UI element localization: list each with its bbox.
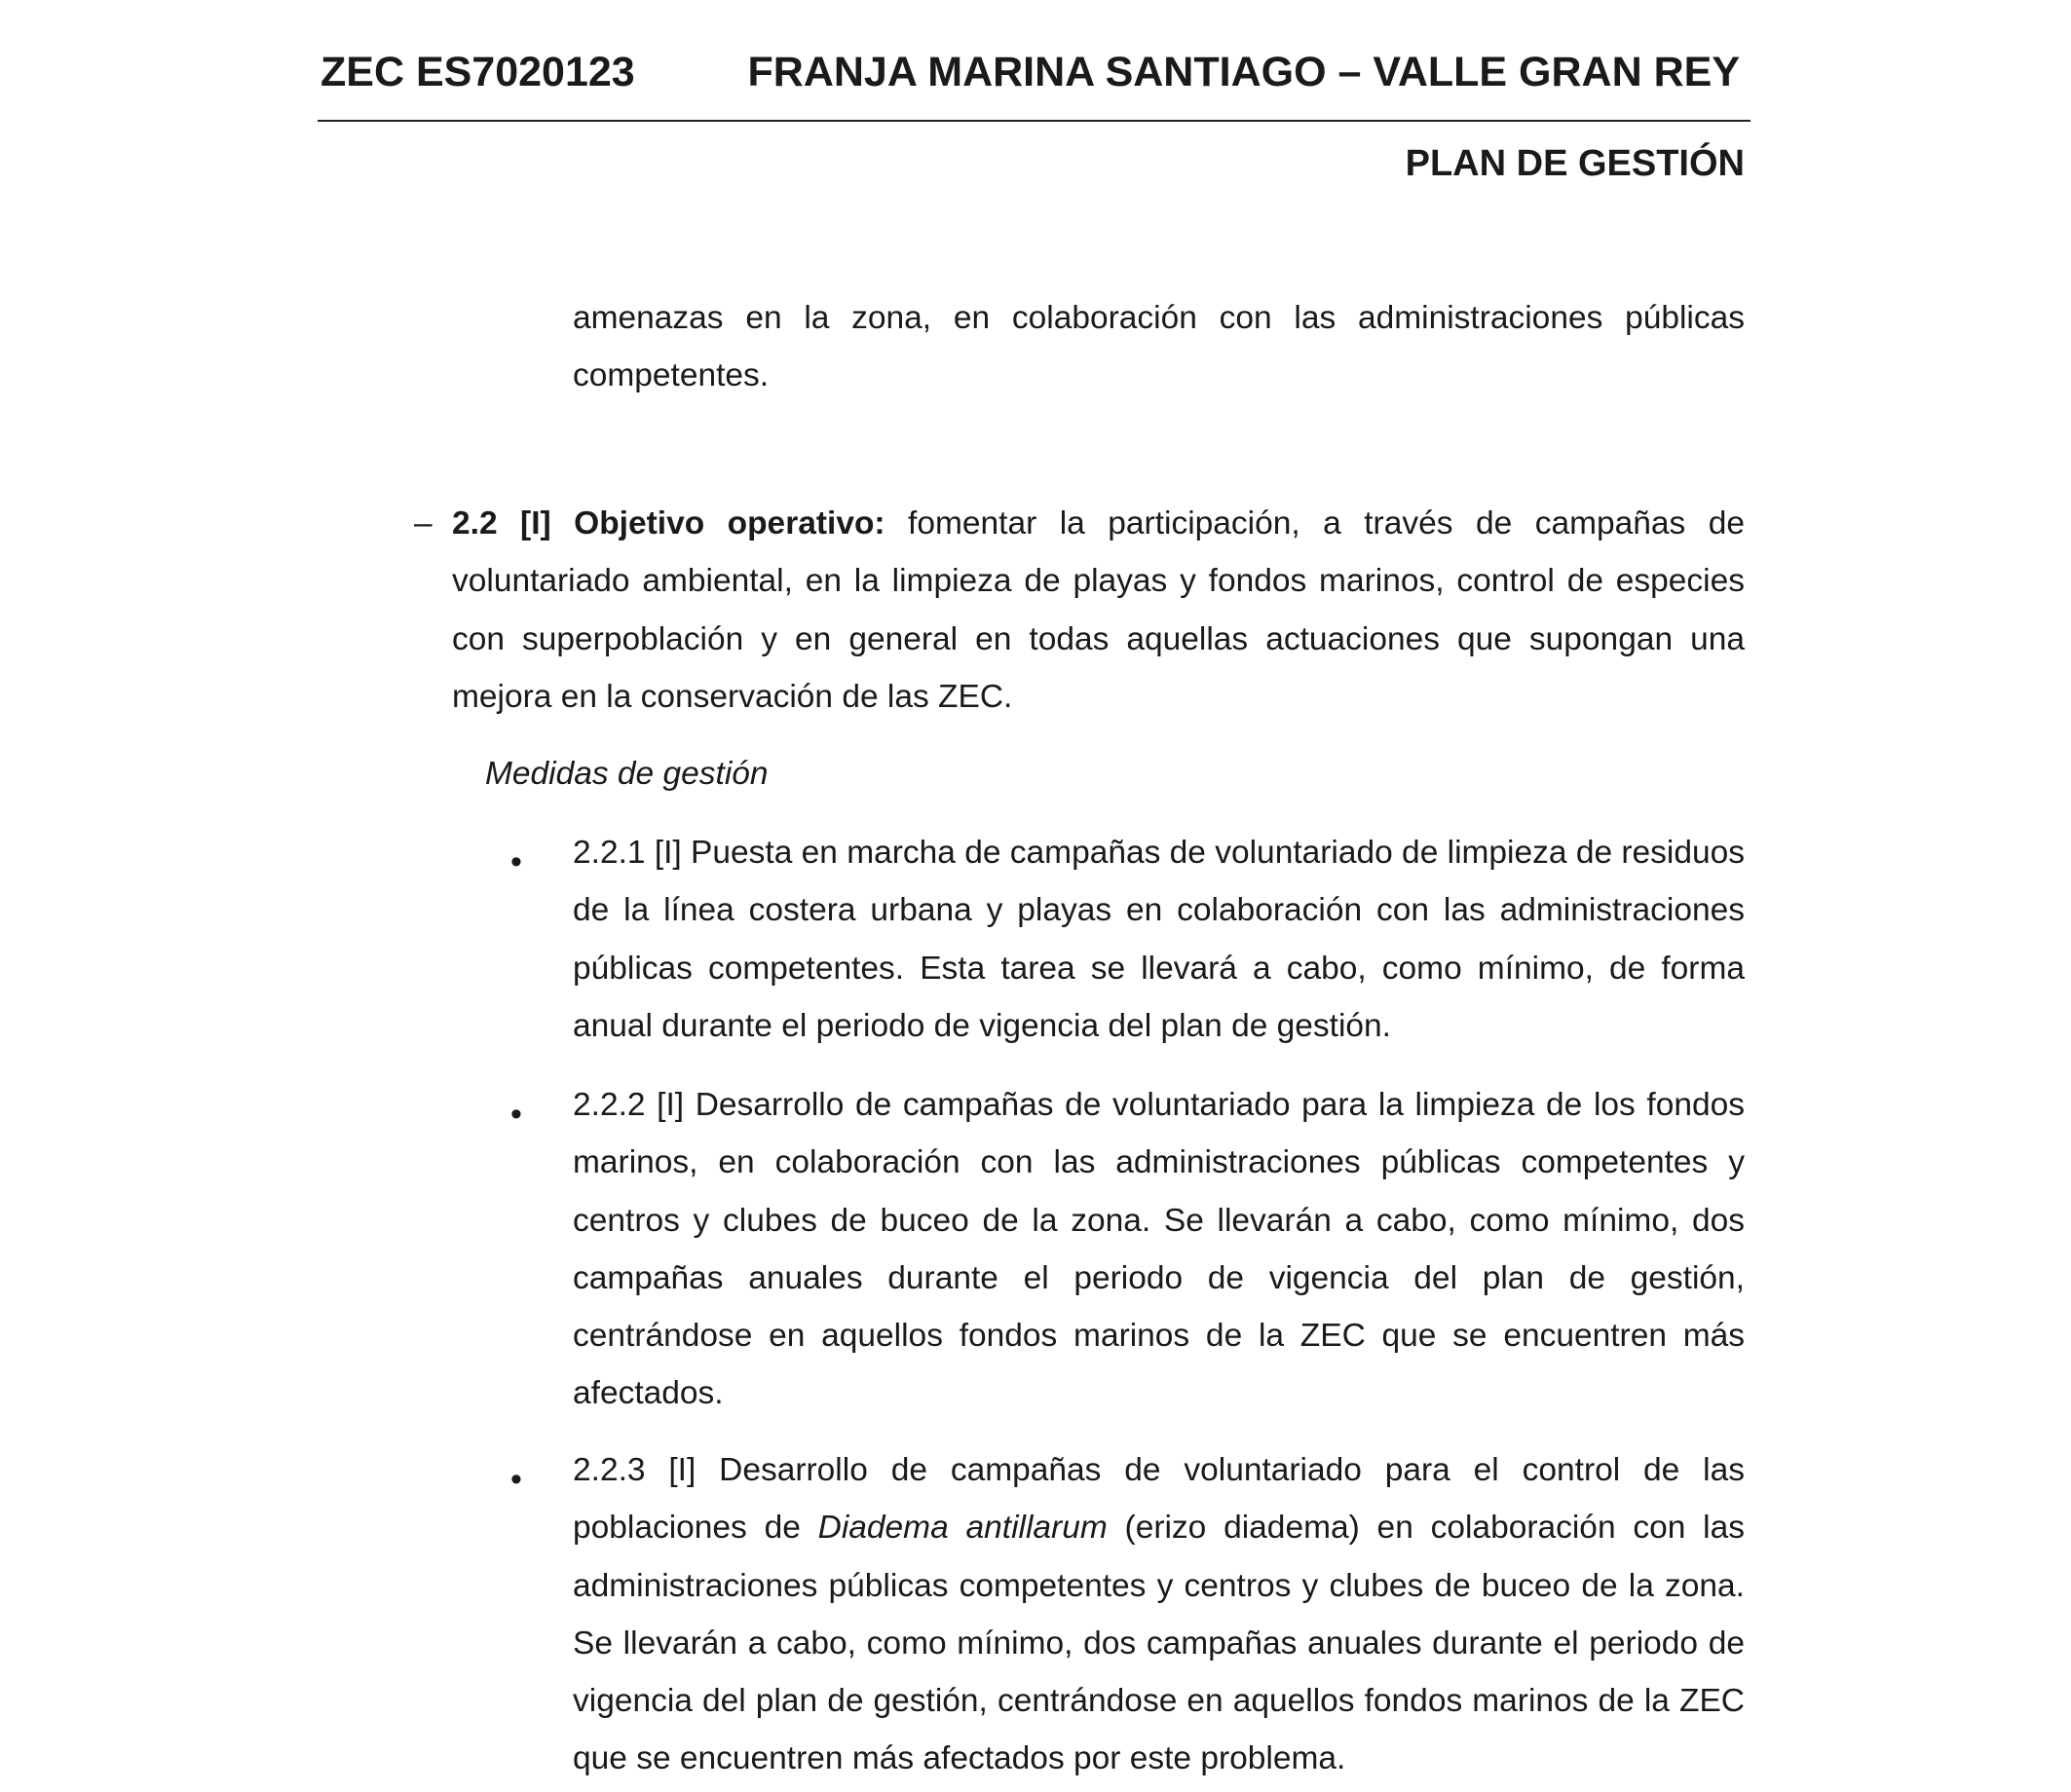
dash-marker: – (414, 505, 433, 541)
measure-text-after: (erizo diadema) en colaboración con las administraciones públicas competentes y centros y clubes de buceo de la zona. Se llevarán a cabo, como mínimo, dos campañas anuales durante el periodo de vigencia del plan de gestión, centrándose en aquellos fondos marinos de la ZEC que se encuentren más afectados por este problema. (573, 1510, 1745, 1777)
header-divider (318, 120, 1751, 122)
species-name: Diadema antillarum (817, 1510, 1108, 1547)
measure-item-2-2-1: 2.2.1 [I] Puesta en marcha de campañas de voluntariado de limpieza de residuos de la línea costera urbana y playas en colaboración con las administraciones públicas competentes. Esta tarea se llevará a cabo, como mínimo, de forma anual durante el periodo de vigencia del plan de gestión. (573, 835, 1746, 1044)
zone-code: ZEC ES7020123 (320, 49, 635, 95)
measures-heading: Medidas de gestión (485, 756, 769, 792)
bullet-icon: • (510, 1096, 522, 1133)
bullet-icon: • (510, 843, 522, 880)
document-title: FRANJA MARINA SANTIAGO – VALLE GRAN REY (747, 49, 1740, 95)
measure-text-before: 2.2.3 [I] Desarrollo de campañas de voluntariado para el control de las poblaciones de (573, 1452, 1745, 1547)
objective-paragraph (452, 495, 1745, 726)
objective-text: fomentar la participación, a través de campañas de voluntariado ambiental, en la limpieza de playas y fondos marinos, control de especies con superpoblación y en general en todas aquellas actuaciones que supongan una mejora en la conservación de las ZEC. (452, 505, 1745, 715)
continuation-paragraph: amenazas en la zona, en colaboración con las administraciones públicas competentes. (573, 300, 1745, 394)
objective-label: 2.2 [I] Objetivo operativo: (452, 505, 885, 541)
document-subtitle: PLAN DE GESTIÓN (1405, 143, 1745, 184)
measure-item-2-2-2: 2.2.2 [I] Desarrollo de campañas de voluntariado para la limpieza de los fondos marinos, en colaboración con las administraciones públicas competentes y centros y clubes de buceo de la zona. Se llevarán a cabo, como mínimo, dos campañas anuales durante el periodo de vigencia del plan de gestión, centrándose en aquellos fondos marinos de la ZEC que se encuentren más afectados. (573, 1087, 1745, 1412)
measure-item-2-2-3 (573, 1441, 1745, 1788)
bullet-icon: • (510, 1461, 522, 1498)
